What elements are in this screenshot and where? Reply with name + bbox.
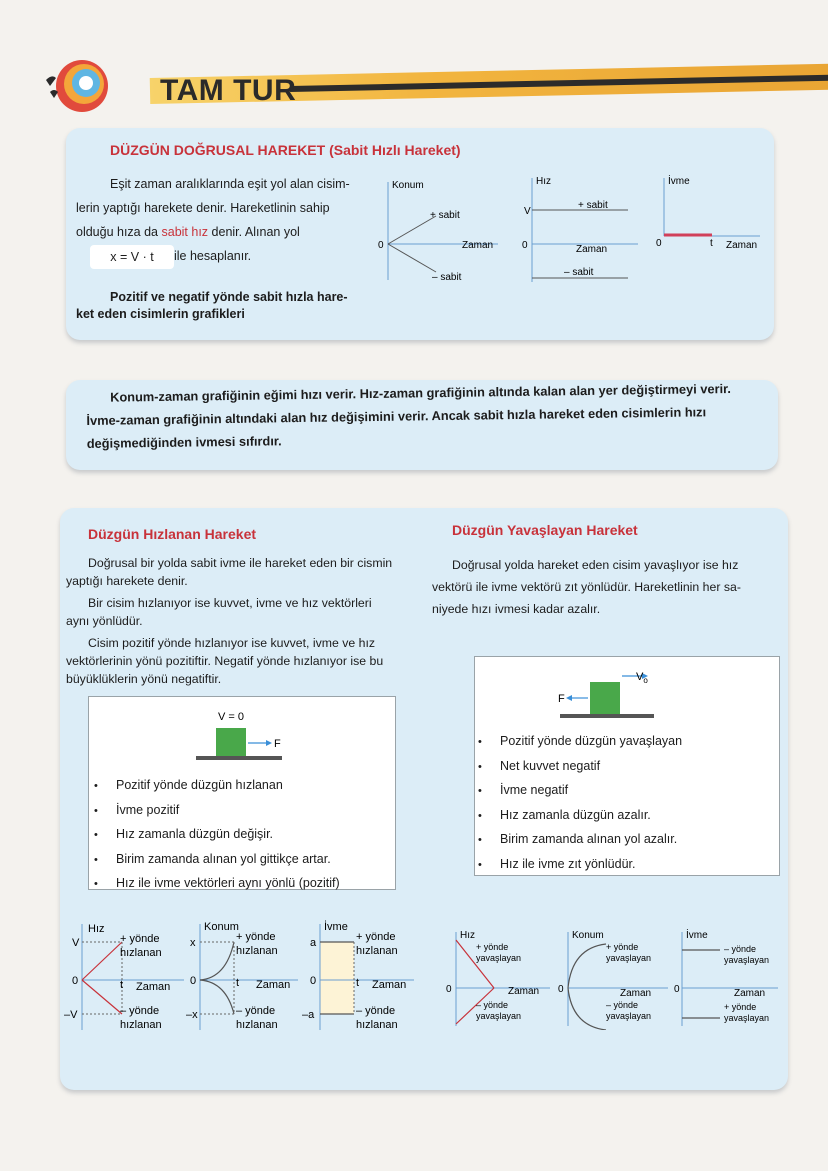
ag2-zaman-label: Zaman bbox=[256, 979, 291, 991]
uniform-motion-line2: lerin yaptığı harekete denir. Hareketlinin sahip bbox=[76, 201, 330, 215]
ag1-zaman-label: Zaman bbox=[136, 981, 171, 993]
dec-bullet-2: • Net kuvvet negatif bbox=[478, 755, 774, 780]
dec-bullet-1: • Pozitif yönde düzgün yavaşlayan bbox=[478, 730, 774, 755]
dg1-plus2: yavaşlayan bbox=[476, 953, 522, 963]
dec-velocity-graph bbox=[442, 926, 554, 1030]
g2-plus-label: + sabit bbox=[578, 200, 608, 211]
dec-acceleration-graph bbox=[672, 926, 782, 1030]
acc-block bbox=[216, 728, 246, 756]
acc-p3a: Cisim pozitif yönde hızlanıyor ise kuvvet, ivme ve hız bbox=[88, 636, 376, 650]
g2-origin: 0 bbox=[522, 240, 528, 251]
dg1-zaman-label: Zaman bbox=[508, 986, 540, 997]
decelerating-title: Düzgün Yavaşlayan Hareket bbox=[452, 522, 638, 538]
accelerating-block-diagram bbox=[190, 708, 300, 770]
ag1-hiz-label: Hız bbox=[88, 923, 105, 935]
ag3-minus2: hızlanan bbox=[356, 1019, 398, 1031]
uniform-motion-title bbox=[110, 142, 461, 158]
dg3-zaman-label: Zaman bbox=[734, 988, 766, 999]
g1-axis-label: Konum bbox=[392, 180, 424, 191]
accelerating-text bbox=[66, 554, 426, 688]
acc-force-arrowhead bbox=[266, 740, 272, 746]
accelerating-title: Düzgün Hızlanan Hareket bbox=[88, 526, 257, 542]
position-time-graph bbox=[370, 170, 510, 290]
dg1-minus1: – yönde bbox=[476, 1000, 509, 1010]
ag1-plus1: + yönde bbox=[120, 933, 160, 945]
dec-v0-label: $V_o$ bbox=[636, 671, 648, 685]
ag1-minus2: hızlanan bbox=[120, 1019, 162, 1031]
acc-position-graph bbox=[186, 918, 304, 1036]
ag3-plus2: hızlanan bbox=[356, 945, 398, 957]
ag3-a-label: a bbox=[310, 937, 317, 949]
acc-p1a: Doğrusal bir yolda sabit ivme ile hareket eden bir cismin bbox=[88, 556, 393, 570]
ag1-minus-line bbox=[82, 980, 122, 1014]
dg1-plus1: + yönde bbox=[476, 942, 509, 952]
acc-bullet-1: • Pozitif yönde düzgün hızlanan bbox=[94, 774, 394, 799]
uniform-motion-line3 bbox=[76, 220, 376, 245]
g1-time-label: Zaman bbox=[462, 240, 494, 251]
dec-position-graph bbox=[556, 926, 672, 1030]
acc-v0-label: V = 0 bbox=[218, 711, 244, 723]
decelerating-text bbox=[432, 554, 782, 620]
dg2-minus2: yavaşlayan bbox=[606, 1011, 652, 1021]
ag2-minus1: – yönde bbox=[236, 1005, 276, 1017]
dec-bullet-3: • İvme negatif bbox=[478, 779, 774, 804]
ag1-zero-label: 0 bbox=[72, 975, 79, 987]
ag3-zaman-label: Zaman bbox=[372, 979, 407, 991]
ag2-plus1: + yönde bbox=[236, 931, 276, 943]
acc-bullet-3: • Hız zamanla düzgün değişir. bbox=[94, 823, 394, 848]
ag2-minus2: hızlanan bbox=[236, 1019, 278, 1031]
ag3-area-bottom bbox=[320, 980, 354, 1014]
ag3-ivme-label: İvme bbox=[324, 921, 348, 933]
decelerating-block-diagram bbox=[550, 666, 670, 726]
accelerating-bullets bbox=[94, 774, 394, 897]
acc-p2a: Bir cisim hızlanıyor ise kuvvet, ivme ve hız vektörleri bbox=[88, 596, 372, 610]
ag2-t-label: t bbox=[236, 977, 240, 989]
graphs-caption-2: ket eden cisimlerin grafikleri bbox=[76, 307, 245, 321]
dg2-minus-curve bbox=[568, 988, 606, 1030]
dg2-plus2: yavaşlayan bbox=[606, 953, 652, 963]
acc-bullet-4: • Birim zamanda alınan yol gittikçe artar. bbox=[94, 848, 394, 873]
acc-bullet-2: • İvme pozitif bbox=[94, 799, 394, 824]
uniform-motion-line3c: denir. Alınan yol bbox=[211, 225, 300, 239]
g2-time-label: Zaman bbox=[576, 244, 608, 255]
g2-minus-label: – sabit bbox=[564, 267, 594, 278]
velocity-time-graph bbox=[518, 170, 648, 290]
constant-speed-term: sabit hız bbox=[161, 225, 209, 239]
dg2-plus1: + yönde bbox=[606, 942, 639, 952]
g2-v-label: V bbox=[524, 206, 531, 217]
g3-t-label: t bbox=[710, 238, 713, 249]
dg3-minus2: yavaşlayan bbox=[724, 955, 770, 965]
dec-p1b: vektörü ile ivme vektörü zıt yönlüdür. Hareketlinin her sa- bbox=[432, 580, 741, 594]
g1-origin: 0 bbox=[378, 240, 384, 251]
ag1-t-label: t bbox=[120, 979, 124, 991]
acc-bullet-5: • Hız ile ivme vektörleri aynı yönlü (pozitif) bbox=[94, 872, 394, 897]
g3-time-label: Zaman bbox=[726, 240, 758, 251]
uniform-motion-line3a: olduğu hıza da bbox=[76, 225, 159, 239]
dec-block bbox=[590, 682, 620, 714]
dec-bullet-6: • Hız ile ivme zıt yönlüdür. bbox=[478, 853, 774, 878]
note-line2: İvme-zaman grafiğinin altındaki alan hız değişimini verir. Ancak sabit hızla hareket eden cisimlerin hızı bbox=[86, 404, 707, 428]
dg3-plus2: yavaşlayan bbox=[724, 1013, 770, 1023]
g3-axis-label: İvme bbox=[668, 176, 690, 187]
ag1-plus2: hızlanan bbox=[120, 947, 162, 959]
dg3-ivme-label: İvme bbox=[686, 930, 708, 941]
dec-bullet-5: • Birim zamanda alınan yol azalır. bbox=[478, 828, 774, 853]
dec-force-label: F bbox=[558, 693, 565, 705]
note-line3: değişmediğinden ivmesi sıfırdır. bbox=[86, 433, 282, 451]
uniform-motion-line1: Eşit zaman aralıklarında eşit yol alan cisim- bbox=[110, 177, 350, 191]
dec-p1a: Doğrusal yolda hareket eden cisim yavaşlıyor ise hız bbox=[452, 558, 739, 572]
dg2-plus-curve bbox=[568, 944, 606, 988]
acc-p2b: aynı yönlüdür. bbox=[66, 614, 143, 628]
ag3-plus1: + yönde bbox=[356, 931, 396, 943]
ag3-area-top bbox=[320, 942, 354, 980]
ag1-negv-label: –V bbox=[64, 1009, 78, 1021]
ag2-minus-curve bbox=[200, 980, 234, 1014]
dg1-zero-label: 0 bbox=[446, 984, 452, 995]
acc-p3b: vektörlerinin yönü pozitiftir. Negatif yönde hızlanıyor ise bu bbox=[66, 654, 384, 668]
dg3-minus1: – yönde bbox=[724, 944, 757, 954]
logo-icon bbox=[36, 56, 132, 116]
dec-bullet-4: • Hız zamanla düzgün azalır. bbox=[478, 804, 774, 829]
dg3-zero-label: 0 bbox=[674, 984, 680, 995]
g2-axis-label: Hız bbox=[536, 176, 551, 187]
g3-origin: 0 bbox=[656, 238, 662, 249]
g1-minus-label: – sabit bbox=[432, 272, 462, 283]
ag2-konum-label: Konum bbox=[204, 921, 239, 933]
distance-formula: x = V · t bbox=[90, 245, 174, 269]
ag1-plus-line bbox=[82, 942, 122, 980]
dg1-minus2: yavaşlayan bbox=[476, 1011, 522, 1021]
ag3-zero-label: 0 bbox=[310, 975, 317, 987]
ag2-plus-curve bbox=[200, 942, 234, 980]
dg1-hiz-label: Hız bbox=[460, 930, 475, 941]
ag3-t-label: t bbox=[356, 977, 360, 989]
page-title: TAM TUR bbox=[160, 74, 297, 107]
note-line1: Konum-zaman grafiğinin eğimi hızı verir. Hız-zaman grafiğinin altında kalan alan yer değiştirmeyi verir. bbox=[110, 380, 732, 405]
uniform-motion-title-main: DÜZGÜN DOĞRUSAL HAREKET bbox=[110, 142, 326, 158]
ag3-nega-label: –a bbox=[302, 1009, 315, 1021]
g1-plus-label: + sabit bbox=[430, 210, 460, 221]
decelerating-bullets bbox=[478, 730, 774, 877]
dec-p1c: niyede hızı ivmesi kadar azalır. bbox=[432, 602, 601, 616]
ag1-v-label: V bbox=[72, 937, 80, 949]
dg2-minus1: – yönde bbox=[606, 1000, 639, 1010]
acc-p3c: büyüklüklerin yönü negatiftir. bbox=[66, 672, 222, 686]
uniform-motion-line4: ile hesaplanır. bbox=[174, 249, 252, 263]
acc-force-label: F bbox=[274, 738, 281, 750]
dec-force-arrowhead bbox=[566, 695, 572, 701]
dg2-zaman-label: Zaman bbox=[620, 988, 652, 999]
dg2-konum-label: Konum bbox=[572, 930, 604, 941]
ag2-x-label: x bbox=[190, 937, 196, 949]
dg2-zero-label: 0 bbox=[558, 984, 564, 995]
ag2-negx-label: –x bbox=[186, 1009, 198, 1021]
graphs-caption-1: Pozitif ve negatif yönde sabit hızla hare- bbox=[110, 290, 348, 304]
ag2-plus2: hızlanan bbox=[236, 945, 278, 957]
ag3-minus1: – yönde bbox=[356, 1005, 396, 1017]
uniform-motion-subtitle: (Sabit Hızlı Hareket) bbox=[329, 142, 461, 158]
g1-minus-line bbox=[388, 244, 436, 272]
acc-acceleration-graph bbox=[302, 918, 420, 1036]
ag1-minus1: – yönde bbox=[120, 1005, 160, 1017]
dg3-plus1: + yönde bbox=[724, 1002, 757, 1012]
ag2-zero-label: 0 bbox=[190, 975, 197, 987]
acceleration-time-graph bbox=[650, 170, 770, 270]
note-text bbox=[86, 377, 767, 455]
acc-p1b: yaptığı harekete denir. bbox=[66, 574, 188, 588]
g1-plus-line bbox=[388, 216, 436, 244]
acc-velocity-graph bbox=[60, 918, 190, 1036]
